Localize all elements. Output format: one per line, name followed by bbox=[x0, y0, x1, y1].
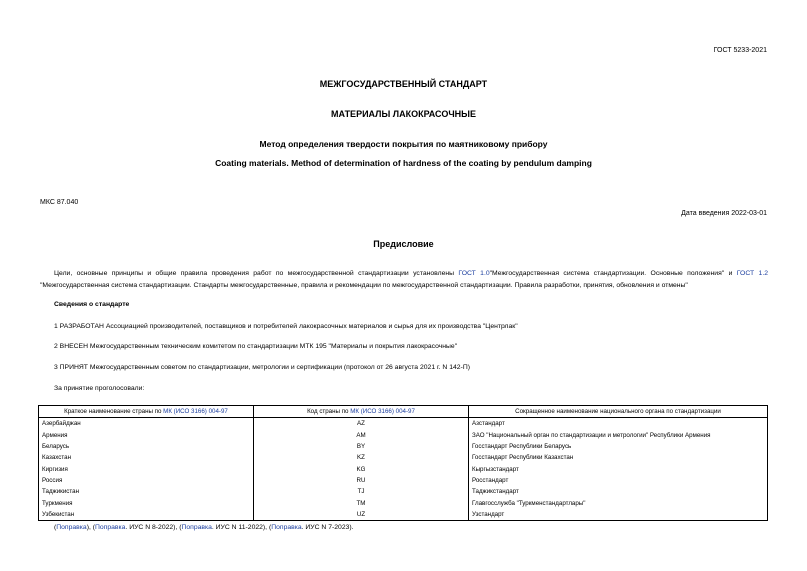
table-row bbox=[39, 509, 768, 521]
amendments-line bbox=[54, 524, 354, 531]
cell-code: KZ bbox=[254, 452, 469, 463]
amend-open: ( bbox=[54, 524, 57, 531]
cell-body: Госстандарт Республики Казахстан bbox=[469, 452, 768, 463]
cell-body: Таджикстандарт bbox=[469, 486, 768, 497]
foreword-text-2: "Межгосударственная система стандартизации. Основные положения" и bbox=[489, 270, 737, 277]
amendment-link-3[interactable]: Поправка bbox=[181, 524, 212, 531]
table-row bbox=[39, 497, 768, 508]
amend-text-3: . ИУС N 11-2022), ( bbox=[211, 524, 272, 531]
subtitle-en: Coating materials. Method of determination of hardness of the coating by pendulum damping bbox=[215, 158, 592, 168]
cell-body: Узстандарт bbox=[469, 509, 768, 521]
cell-country: Казахстан bbox=[39, 452, 254, 463]
cell-code: BY bbox=[254, 441, 469, 452]
cell-body: Росстандарт bbox=[469, 475, 768, 486]
table-row bbox=[39, 430, 768, 441]
cell-country: Киргизия bbox=[39, 463, 254, 474]
intro-date: Дата введения 2022-03-01 bbox=[681, 210, 767, 217]
about-item-2: 2 ВНЕСЕН Межгосударственным техническим комитетом по стандартизации МТК 195 "Материалы и покрытия лакокрасочные" bbox=[54, 343, 458, 350]
document-code: ГОСТ 5233-2021 bbox=[713, 47, 767, 54]
subtitle-ru: Метод определения твердости покрытия по маятниковому прибору bbox=[259, 139, 548, 149]
foreword-text-1: Цели, основные принципы и общие правила проведения работ по межгосударственной стандартизации установлены bbox=[54, 270, 459, 277]
cell-code: TJ bbox=[254, 486, 469, 497]
header-code-link[interactable]: МК (ИСО 3166) 004-97 bbox=[350, 408, 415, 416]
countries-table bbox=[38, 405, 768, 521]
cell-code: AM bbox=[254, 430, 469, 441]
cell-country: Таджикистан bbox=[39, 486, 254, 497]
cell-country: Армения bbox=[39, 430, 254, 441]
cell-country: Туркмения bbox=[39, 497, 254, 508]
cell-body: Главгосслужба "Туркменстандартлары" bbox=[469, 497, 768, 508]
cell-country: Азербайджан bbox=[39, 418, 254, 430]
header-country bbox=[39, 406, 254, 418]
cell-body: Госстандарт Республики Беларусь bbox=[469, 441, 768, 452]
header-country-link[interactable]: МК (ИСО 3166) 004-97 bbox=[163, 408, 228, 416]
table-row bbox=[39, 486, 768, 497]
cell-body: Азстандарт bbox=[469, 418, 768, 430]
foreword-heading: Предисловие bbox=[373, 239, 434, 249]
standard-type: МЕЖГОСУДАРСТВЕННЫЙ СТАНДАРТ bbox=[319, 79, 488, 89]
mks-code: МКС 87.040 bbox=[40, 199, 79, 206]
cell-code: KG bbox=[254, 463, 469, 474]
gost-1-0-link[interactable]: ГОСТ 1.0 bbox=[458, 270, 490, 277]
table-row bbox=[39, 418, 768, 430]
table-header-row bbox=[39, 406, 768, 418]
about-item-3: 3 ПРИНЯТ Межгосударственным советом по стандартизации, метрологии и сертификации (протокол от 26 августа 2021 г. N 142-П) bbox=[54, 364, 470, 371]
amendment-link-2[interactable]: Поправка bbox=[95, 524, 126, 531]
header-code-text: Код страны по bbox=[307, 408, 351, 416]
voted-label: За принятие проголосовали: bbox=[54, 385, 145, 392]
cell-country: Россия bbox=[39, 475, 254, 486]
cell-body: ЗАО "Национальный орган по стандартизации и метрологии" Республики Армения bbox=[469, 430, 768, 441]
gost-1-2-link[interactable]: ГОСТ 1.2 bbox=[736, 270, 768, 277]
table-row bbox=[39, 452, 768, 463]
header-code bbox=[254, 406, 469, 418]
cell-code: UZ bbox=[254, 509, 469, 521]
header-body: Сокращенное наименование национального органа по стандартизации bbox=[469, 406, 768, 418]
amend-sep-1: ), ( bbox=[86, 524, 95, 531]
cell-body: Кыргызстандарт bbox=[469, 463, 768, 474]
amend-text-4: . ИУС N 7-2023). bbox=[301, 524, 354, 531]
table-row bbox=[39, 475, 768, 486]
about-item-1: 1 РАЗРАБОТАН Ассоциацией производителей, поставщиков и потребителей лакокрасочных материалов и сырья для их производства "Центрлак" bbox=[54, 323, 518, 330]
cell-country: Беларусь bbox=[39, 441, 254, 452]
cell-country: Узбекистан bbox=[39, 509, 254, 521]
amendment-link-1[interactable]: Поправка bbox=[56, 524, 87, 531]
amend-text-2: . ИУС N 8-2022), ( bbox=[125, 524, 182, 531]
amendment-link-4[interactable]: Поправка bbox=[271, 524, 302, 531]
header-country-text: Краткое наименование страны по bbox=[64, 408, 164, 416]
table-row bbox=[39, 463, 768, 474]
foreword-paragraph bbox=[40, 268, 768, 292]
cell-code: AZ bbox=[254, 418, 469, 430]
foreword-text-3: "Межгосударственная система стандартизации. Стандарты межгосударственные, правила и рекомендации по межгосударственной стандартизации. Правила разработки, принятия, обновления и отмены" bbox=[40, 282, 688, 289]
about-heading: Сведения о стандарте bbox=[54, 301, 130, 308]
cell-code: RU bbox=[254, 475, 469, 486]
document-title: МАТЕРИАЛЫ ЛАКОКРАСОЧНЫЕ bbox=[331, 109, 476, 119]
cell-code: TM bbox=[254, 497, 469, 508]
table-row bbox=[39, 441, 768, 452]
